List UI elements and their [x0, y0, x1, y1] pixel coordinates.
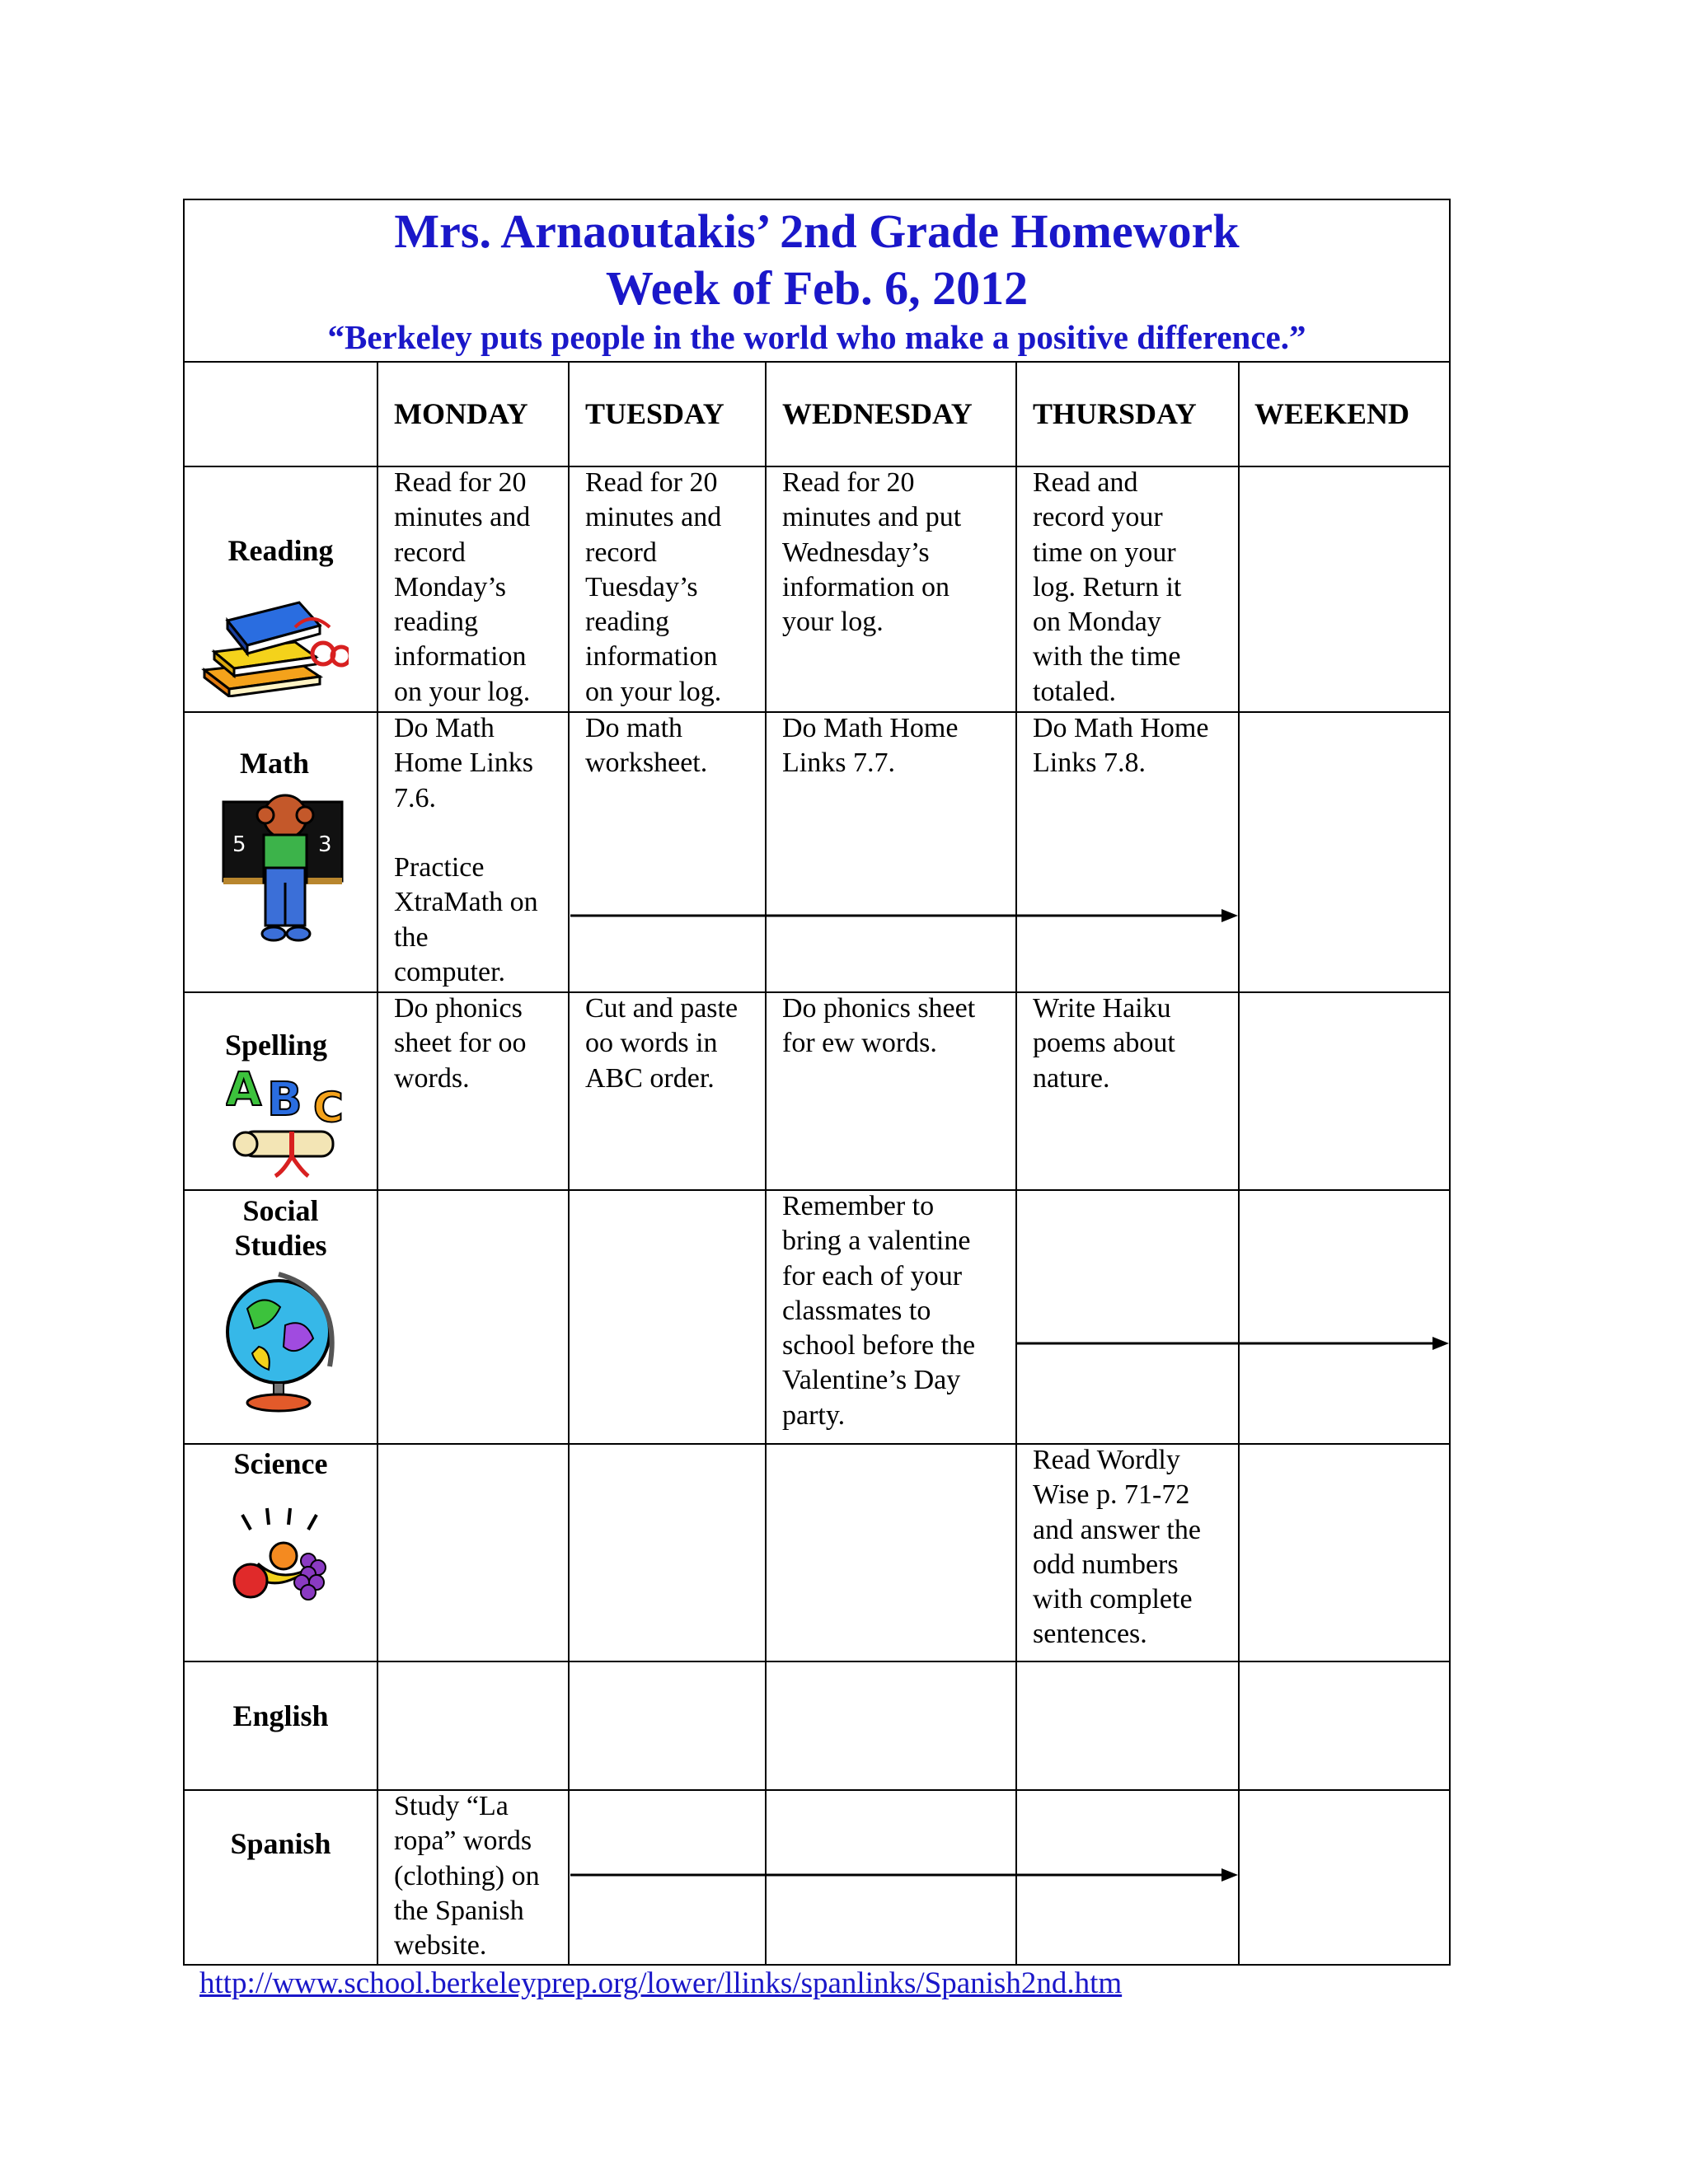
spelling-monday: Do phonics sheet for oo words.: [394, 993, 527, 1094]
science-thursday: Read Wordly Wise p. 71-72 and answer the odd numbers with complete sentences.: [1033, 1445, 1201, 1650]
spanish-monday: Study “La ropa” words (clothing) on the Spanish website.: [394, 1791, 540, 1961]
svg-text:C: C: [313, 1084, 344, 1132]
fruit-icon: [226, 1507, 341, 1605]
subject-science: Science: [233, 1447, 328, 1480]
page-title: Mrs. Arnaoutakis’ 2nd Grade Homework: [394, 204, 1240, 258]
books-icon: [196, 594, 349, 697]
subject-spelling: Spelling: [224, 1029, 328, 1062]
day-thursday: THURSDAY: [1033, 397, 1197, 430]
reading-tuesday: Read for 20 minutes and record Tuesday’s reading information on your log.: [585, 467, 722, 707]
subject-english: English: [232, 1699, 329, 1732]
subject-spanish: Spanish: [230, 1827, 331, 1860]
row-divider: [185, 1789, 1449, 1791]
col-divider: [568, 361, 570, 1966]
week-label: Week of Feb. 6, 2012: [605, 261, 1029, 315]
day-wednesday: WEDNESDAY: [782, 397, 973, 430]
reading-monday: Read for 20 minutes and record Monday’s reading information on your log.: [394, 467, 531, 707]
row-divider: [185, 1661, 1449, 1662]
col-divider: [1015, 361, 1017, 1966]
spelling-tuesday: Cut and paste oo words in ABC order.: [585, 993, 738, 1094]
svg-text:5: 5: [232, 832, 246, 857]
subject-math: Math: [240, 747, 309, 780]
spelling-thursday: Write Haiku poems about nature.: [1033, 993, 1175, 1094]
math-thursday: Do Math Home Links 7.8.: [1033, 713, 1209, 779]
day-weekend: WEEKEND: [1254, 397, 1410, 430]
table-header: [185, 200, 1449, 363]
day-monday: MONDAY: [394, 397, 528, 430]
math-tuesday: Do math worksheet.: [585, 713, 708, 779]
social-studies-wednesday: Remember to bring a valentine for each of your classmates to school before the Valentine’s Day party.: [782, 1191, 976, 1431]
day-tuesday: TUESDAY: [585, 397, 724, 430]
col-divider: [1238, 361, 1240, 1966]
subject-social-studies: Social Studies: [234, 1194, 327, 1262]
homework-table: [183, 199, 1451, 1966]
reading-thursday: Read and record your time on your log. Return it on Monday with the time totaled.: [1033, 467, 1182, 707]
abc-scroll-icon: [226, 1066, 358, 1181]
spelling-wednesday: Do phonics sheet for ew words.: [782, 993, 976, 1059]
math-continue-arrow: [570, 907, 1240, 924]
math-monday: Do Math Home Links 7.6. Practice XtraMath on the computer.: [394, 713, 538, 988]
math-wednesday: Do Math Home Links 7.7.: [782, 713, 959, 779]
col-divider: [377, 361, 378, 1966]
reading-wednesday: Read for 20 minutes and put Wednesday’s information on your log.: [782, 467, 962, 638]
col-divider: [765, 361, 767, 1966]
row-divider: [185, 1443, 1449, 1445]
subject-reading: Reading: [227, 534, 334, 567]
globe-icon: [214, 1268, 346, 1416]
spanish-website-link[interactable]: http://www.school.berkeleyprep.org/lower/llinks/spanlinks/Spanish2nd.htm: [199, 1966, 1123, 2000]
social-studies-continue-arrow: [1017, 1335, 1451, 1352]
svg-text:A: A: [226, 1066, 262, 1117]
school-motto: “Berkeley puts people in the world who make a positive difference.”: [327, 318, 1306, 356]
spanish-continue-arrow: [570, 1867, 1240, 1883]
chalkboard-student-icon: [221, 785, 345, 950]
svg-text:B: B: [267, 1073, 302, 1127]
svg-text:3: 3: [318, 832, 332, 857]
